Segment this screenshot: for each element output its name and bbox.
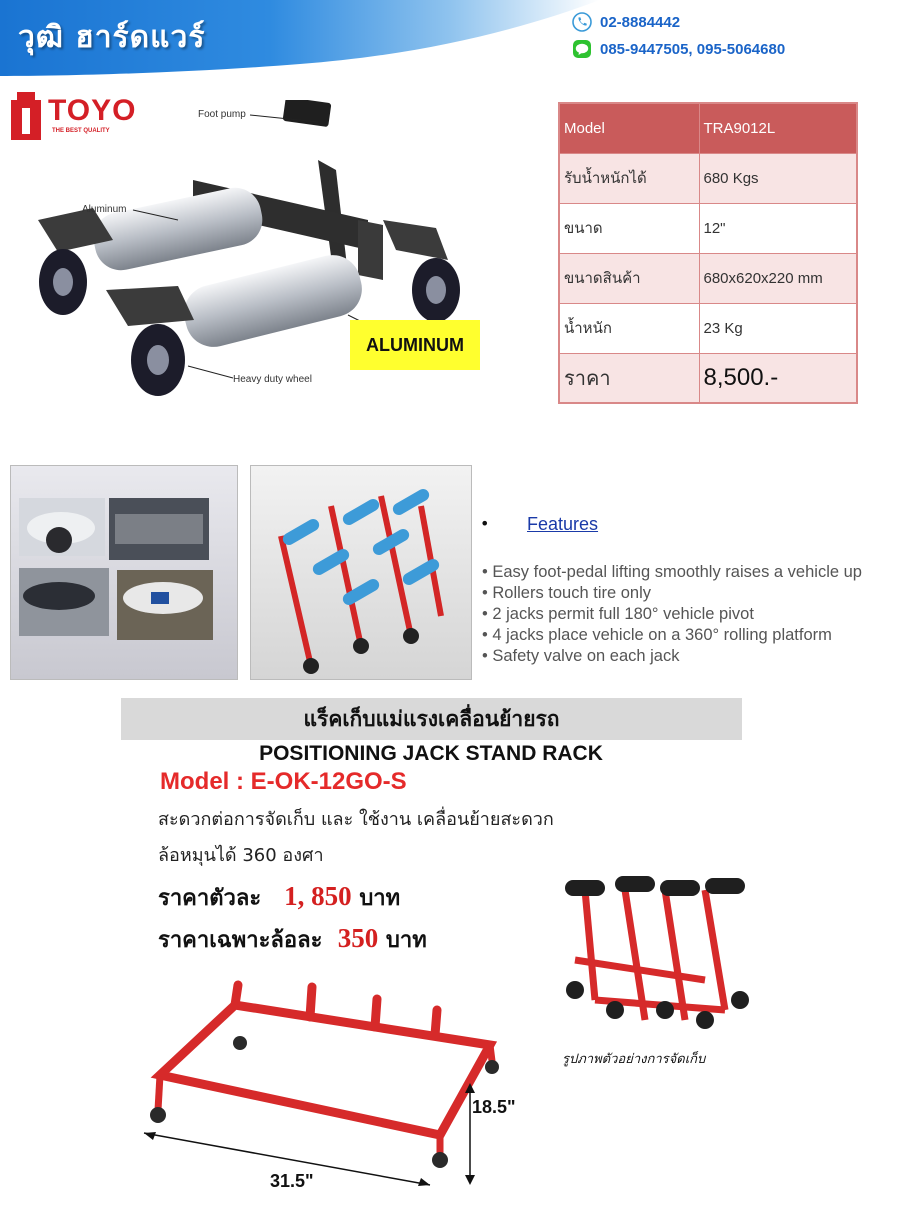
spec-row — [559, 253, 857, 303]
storage-caption: รูปภาพตัวอย่างการจัดเก็บ — [562, 1052, 706, 1067]
dimension-height: 18.5" — [472, 1097, 516, 1117]
rack-title-english: POSITIONING JACK STAND RACK — [259, 742, 603, 765]
price-value: 350 — [337, 923, 379, 953]
list-item: • Safety valve on each jack — [482, 647, 680, 665]
spec-label: Model — [559, 103, 699, 153]
spec-value: 23 Kg — [699, 303, 857, 353]
spec-label: รับน้ำหนักได้ — [559, 153, 699, 203]
rack-title-thai: แร็คเก็บแม่แรงเคลื่อนย้ายรถ — [121, 698, 742, 740]
spec-label: ขนาดสินค้า — [559, 253, 699, 303]
price-value: 1, 850 — [284, 881, 352, 911]
rack-dimension-diagram — [130, 975, 530, 1197]
phone-number: 02-8884442 — [600, 13, 681, 31]
usage-photo-collage — [10, 465, 238, 680]
spec-label: น้ำหนัก — [559, 303, 699, 353]
features-bullet: • — [480, 514, 490, 533]
price-unit: บาท — [385, 927, 427, 953]
callout-aluminum: Aluminum — [82, 204, 127, 215]
line-contact[interactable] — [572, 39, 785, 59]
callout-foot-pump: Foot pump — [198, 109, 246, 120]
storage-example-photo — [555, 870, 765, 1040]
dimension-width: 31.5" — [270, 1171, 314, 1191]
price-per-unit — [158, 880, 400, 915]
list-item: • 2 jacks permit full 180° vehicle pivot — [482, 605, 754, 623]
spec-value: TRA9012L — [699, 103, 857, 153]
spec-row — [559, 303, 857, 353]
toyo-tagline: THE BEST QUALITY — [52, 128, 110, 134]
spec-table — [558, 102, 858, 404]
phone-icon — [572, 12, 592, 32]
line-app-icon — [572, 39, 592, 59]
spec-row — [559, 153, 857, 203]
line-numbers: 085-9447505, 095-5064680 — [600, 40, 786, 58]
spec-row — [559, 203, 857, 253]
rack-model: Model : E-OK-12GO-S — [160, 768, 407, 795]
spec-value: 680x620x220 mm — [699, 253, 857, 303]
rack-image — [130, 975, 530, 1197]
callout-heavy-wheel: Heavy duty wheel — [233, 374, 312, 385]
features-link[interactable]: Features — [527, 514, 599, 534]
spec-label: ขนาด — [559, 203, 699, 253]
spec-price-value: 8,500.- — [699, 353, 857, 403]
rack-description-1: สะดวกต่อการจัดเก็บ และ ใช้งาน เคลื่อนย้ายสะดวก — [158, 809, 554, 830]
spec-value: 12" — [699, 203, 857, 253]
jack-rack-stacked-image — [251, 466, 473, 681]
phone-contact[interactable] — [572, 12, 680, 32]
spec-row — [559, 103, 857, 153]
price-label: ราคาเฉพาะล้อละ — [158, 927, 323, 953]
rack-description-2: ล้อหมุนได้ 360 องศา — [158, 845, 324, 866]
list-item: • 4 jacks place vehicle on a 360° rolling platform — [482, 626, 832, 644]
list-item: • Rollers touch tire only — [482, 584, 652, 602]
toyo-wordmark: TOYO — [48, 94, 137, 127]
list-item: • Easy foot-pedal lifting smoothly raises a vehicle up — [482, 563, 862, 581]
price-label: ราคาตัวละ — [158, 885, 262, 911]
aluminum-badge: ALUMINUM — [350, 320, 480, 370]
brand-title: วุฒิ ฮาร์ดแวร์ — [18, 20, 206, 55]
spec-value: 680 Kgs — [699, 153, 857, 203]
spec-label: ราคา — [559, 353, 699, 403]
price-unit: บาท — [359, 885, 401, 911]
storage-example-image — [555, 870, 765, 1040]
price-per-wheel — [158, 922, 427, 957]
spec-row-price — [559, 353, 857, 403]
features-list — [482, 562, 862, 667]
jack-rack-photo — [250, 465, 472, 680]
usage-photos-image — [11, 466, 239, 681]
